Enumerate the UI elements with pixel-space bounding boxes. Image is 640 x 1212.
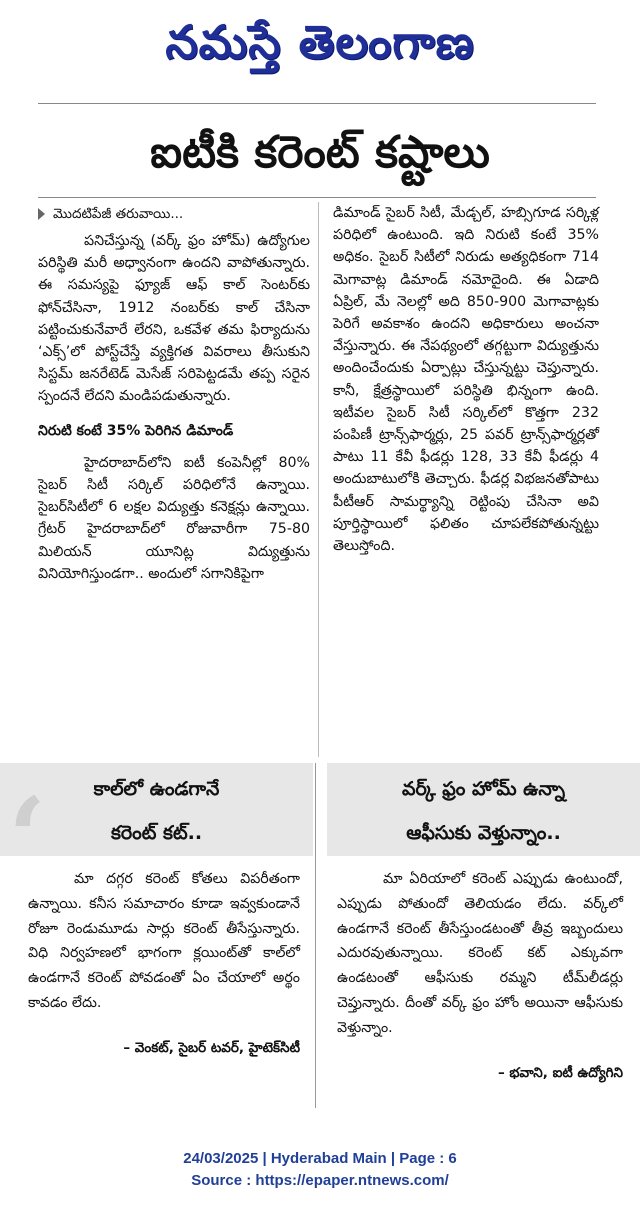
left-column — [38, 202, 310, 585]
quote-box-left — [0, 763, 313, 1108]
section-subhead: నిరుటి కంటే 35% పెరిగిన డిమాండ్ — [38, 422, 234, 439]
quote-title-line1: వర్క్ ఫ్రం హోమ్ ఉన్నా — [401, 778, 566, 800]
headline-rule — [38, 197, 596, 198]
body-paragraph: హైదరాబాద్‌లోని ఐటీ కంపెనీల్లో 80% సైబర్ సిటీ సర్కిల్ పరిధిలోనే ఉన్నాయి. సైబర్‌సిటీలో 6 లక్షల విద్యుత్తు కనెక్షన్లు ఉన్నాయి. గ్రేటర్ హైదరాబాద్‌లో రోజువారీగా 75-80 మిలియన్ యూనిట్ల విద్యుత్తును వినియోగిస్తుండగా.. అందులో సగానికిపైగా — [38, 454, 310, 582]
quote-title-line2: కరెంట్ కట్.. — [110, 822, 203, 844]
quote-body — [28, 867, 300, 1061]
quote-byline: – భవాని, ఐటీ ఉద్యోగిని — [497, 1064, 623, 1081]
quotes-section — [0, 763, 640, 1108]
quote-title-line1: కాల్‌లో ఉండగానే — [93, 778, 220, 800]
source-link[interactable]: Source : https://epaper.ntnews.com/ — [191, 1172, 449, 1189]
quote-title-line2: ఆఫీసుకు వెళ్తున్నాం.. — [406, 822, 561, 844]
column-divider — [318, 202, 319, 757]
page-footer — [0, 1148, 640, 1192]
quote-text: మా ఏరియాలో కరెంట్ ఎప్పుడు ఉంటుందో, ఎప్పుడు పోతుందో తెలియడం లేదు. వర్క్‌లో ఉండగానే కరెంట్ తీసేస్తుండటంతో తీవ్ర ఇబ్బందులు ఎదురవుతున్నాయి. కరెంట్ కట్ ఎక్కువగా ఉండటంతో ఆఫీసుకు రమ్మని టీమ్‌లీడర్లు చెప్తున్నారు. దీంతో వర్క్ ఫ్రం హోం అయినా ఆఫీసుకు వెళ్తున్నాం. — [337, 871, 623, 1036]
quote-byline: – వెంకట్, సైబర్ టవర్, హైటెక్‌సిటీ — [123, 1039, 300, 1056]
quote-box-header — [0, 763, 313, 902]
edition-info: 24/03/2025 | Hyderabad Main | Page : 6 — [183, 1150, 457, 1167]
quote-text: మా దగ్గర కరెంట్ కోతలు విపరీతంగా ఉన్నాయి. కనీస సమాచారం కూడా ఇవ్వకుండానే రోజూ రెండుమూడు సార్లు కరెంట్ తీసేస్తున్నారు. విధి నిర్వహణలో భాగంగా క్లయింట్‌తో కాల్‌లో ఉండగానే కరెంట్ పోవడంతో ఏం చేయాలో అర్థం కావడం లేదు. — [28, 871, 300, 1011]
continued-label: మొదటిపేజీ తరువాయి... — [53, 205, 184, 222]
top-rule — [38, 103, 596, 104]
article-headline: ఐటీకి కరెంట్ కష్టాలు — [150, 127, 490, 178]
quote-box-header — [327, 763, 640, 856]
quote-box-separator — [315, 763, 316, 1108]
body-paragraph: డిమాండ్ సైబర్ సిటీ, మేడ్చల్, హబ్సిగూడ సర్కిళ్ల పరిధిలో ఉంటుంది. ఇది నిరుటి కంటే 35% అధికం. సైబర్ సిటీలో నిరుడు అత్యధికంగా 714 మెగావాట్ల డిమాండ్ నమోదైంది. ఈ ఏడాది ఏప్రిల్, మే నెలల్లో అది 850-900 మెగావాట్లకు పెరిగే అవకాశం ఉందని అధికారులు అంచనా వేస్తున్నారు. ఈ నేపథ్యంలో తగ్గట్టుగా విద్యుత్తును అందించేందుకు ఏర్పాట్లు చేస్తున్నట్టు చెప్తున్నారు. కానీ, క్షేత్రస్థాయిలో పరిస్థితి భిన్నంగా ఉంది. ఇటీవల సైబర్ సిటీ సర్కిల్‌లో కొత్తగా 232 పంపిణీ ట్రాన్స్‌ఫార్మర్లు, 25 పవర్ ట్రాన్స్‌ఫార్మర్లతో పాటు 11 కేవీ ఫీడర్లు 128, 33 కేవీ ఫీడర్లు 4 అందుబాటులోకి తెచ్చారు. ఫీడర్ల విభజనతోపాటు పీటీఆర్ సామర్థ్యాన్ని రెట్టింపు చేసినా అవి పూర్తిస్థాయిలో ఫలితం చూపలేకపోతున్నట్టు తెలుస్తోంది. — [333, 205, 599, 555]
right-column — [333, 202, 599, 557]
body-paragraph: పనిచేస్తున్న (వర్క్ ఫ్రం హోమ్) ఉద్యోగుల పరిస్థితి మరీ అధ్వానంగా ఉందని వాపోతున్నారు. ఈ సమస్యపై ఫ్యూజ్ ఆఫ్ కాల్ సెంటర్‌కు ఫోన్‌చేసినా, 1912 నంబర్‌కు కాల్ చేసినా పట్టించుకునేవారే లేరని, ఒకవేళ తమ ఫిర్యాదును ‘ఎక్స్’లో పోస్ట్‌చేస్తే వ్యక్తిగత వివరాలు తీసుకుని సిస్టమ్ జనరేటెడ్ మెసేజ్ సరిపెట్టడమే తప్ప సరైన స్పందనే లేదని మండిపడుతున్నారు. — [38, 233, 310, 405]
quote-box-right — [327, 763, 640, 1108]
quote-mark-icon: ‘ — [8, 773, 47, 902]
triangle-arrow-icon — [38, 208, 45, 220]
masthead — [0, 4, 640, 82]
quote-body — [337, 867, 623, 1085]
continued-marker — [38, 202, 310, 226]
newspaper-logo: నమస్తే తెలంగాణ — [165, 15, 475, 69]
